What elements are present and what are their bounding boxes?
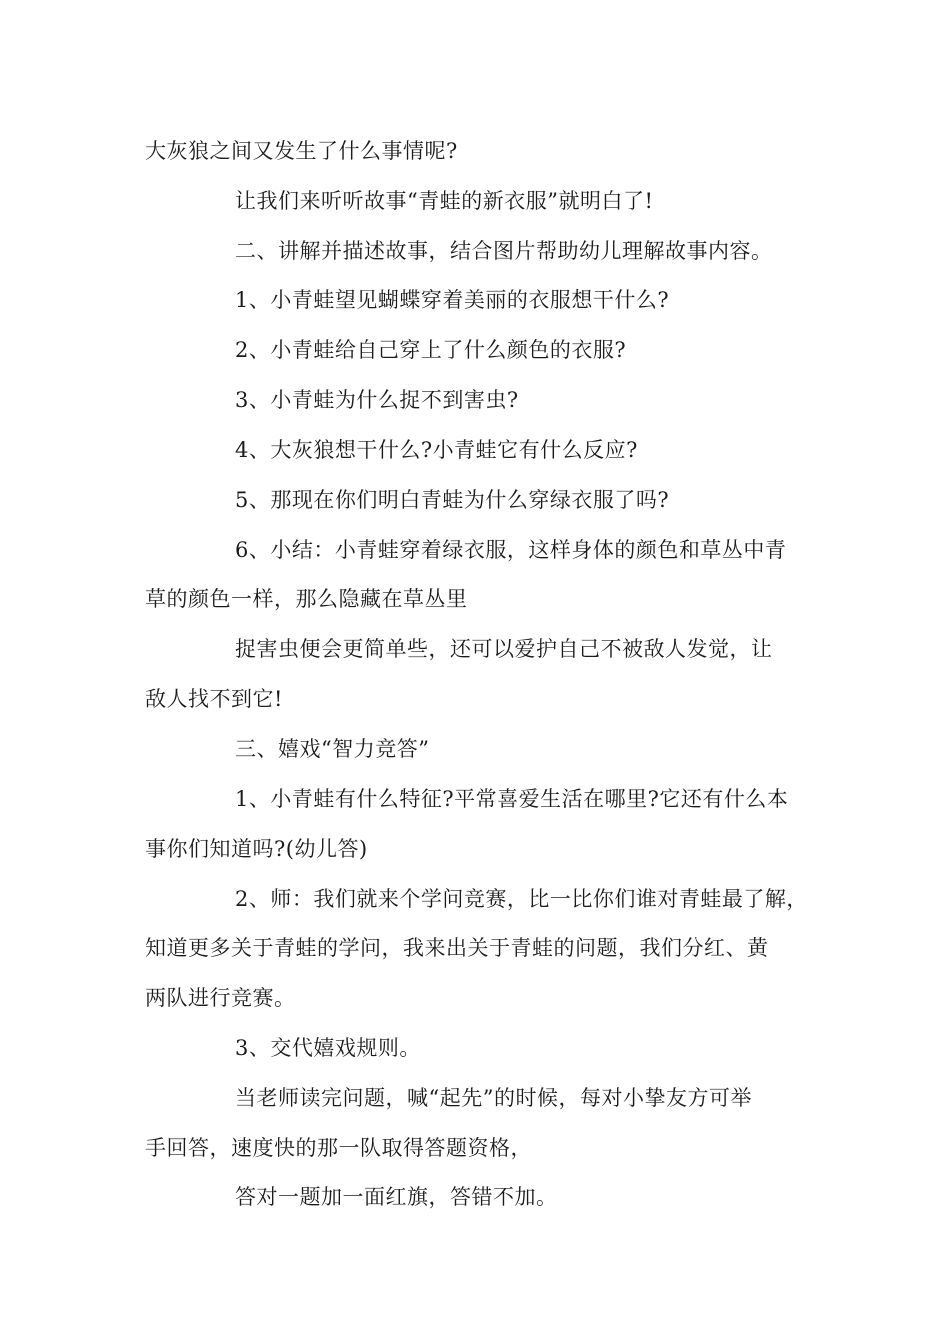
text-line: 手回答，速度快的那一队取得答题资格， bbox=[145, 1136, 532, 1160]
text-line: 1、小青蛙有什么特征?平常喜爱生活在哪里?它还有什么本 bbox=[235, 787, 789, 811]
text-line: 草的颜色一样，那么隐藏在草丛里 bbox=[145, 587, 468, 611]
text-line: 3、交代嬉戏规则。 bbox=[235, 1036, 421, 1060]
text-line: 当老师读完问题，喊“起先”的时候，每对小挚友方可举 bbox=[235, 1086, 752, 1110]
text-line: 捉害虫便会更简单些，还可以爱护自己不被敌人发觉，让 bbox=[235, 637, 773, 661]
text-line: 4、大灰狼想干什么?小青蛙它有什么反应? bbox=[235, 438, 638, 462]
section-heading: 二、讲解并描述故事，结合图片帮助幼儿理解故事内容。 bbox=[235, 239, 773, 263]
text-line: 敌人找不到它! bbox=[145, 687, 283, 711]
text-line: 3、小青蛙为什么捉不到害虫? bbox=[235, 388, 519, 412]
text-line: 1、小青蛙望见蝴蝶穿着美丽的衣服想干什么? bbox=[235, 288, 670, 312]
text-line: 6、小结：小青蛙穿着绿衣服，这样身体的颜色和草丛中青 bbox=[235, 538, 787, 562]
text-line: 让我们来听听故事“青蛙的新衣服”就明白了! bbox=[235, 189, 654, 213]
text-line: 知道更多关于青蛙的学问，我来出关于青蛙的问题，我们分红、黄 bbox=[145, 936, 769, 960]
text-line: 2、小青蛙给自己穿上了什么颜色的衣服? bbox=[235, 338, 627, 362]
text-line: 2、师：我们就来个学问竞赛，比一比你们谁对青蛙最了解， bbox=[235, 887, 808, 911]
text-line: 大灰狼之间又发生了什么事情呢? bbox=[145, 139, 458, 163]
section-heading: 三、嬉戏“智力竞答” bbox=[235, 737, 430, 761]
text-line: 两队进行竞赛。 bbox=[145, 986, 296, 1010]
text-line: 5、那现在你们明白青蛙为什么穿绿衣服了吗? bbox=[235, 488, 670, 512]
text-line: 答对一题加一面红旗，答错不加。 bbox=[235, 1185, 558, 1209]
text-line: 事你们知道吗?(幼儿答) bbox=[145, 837, 368, 861]
